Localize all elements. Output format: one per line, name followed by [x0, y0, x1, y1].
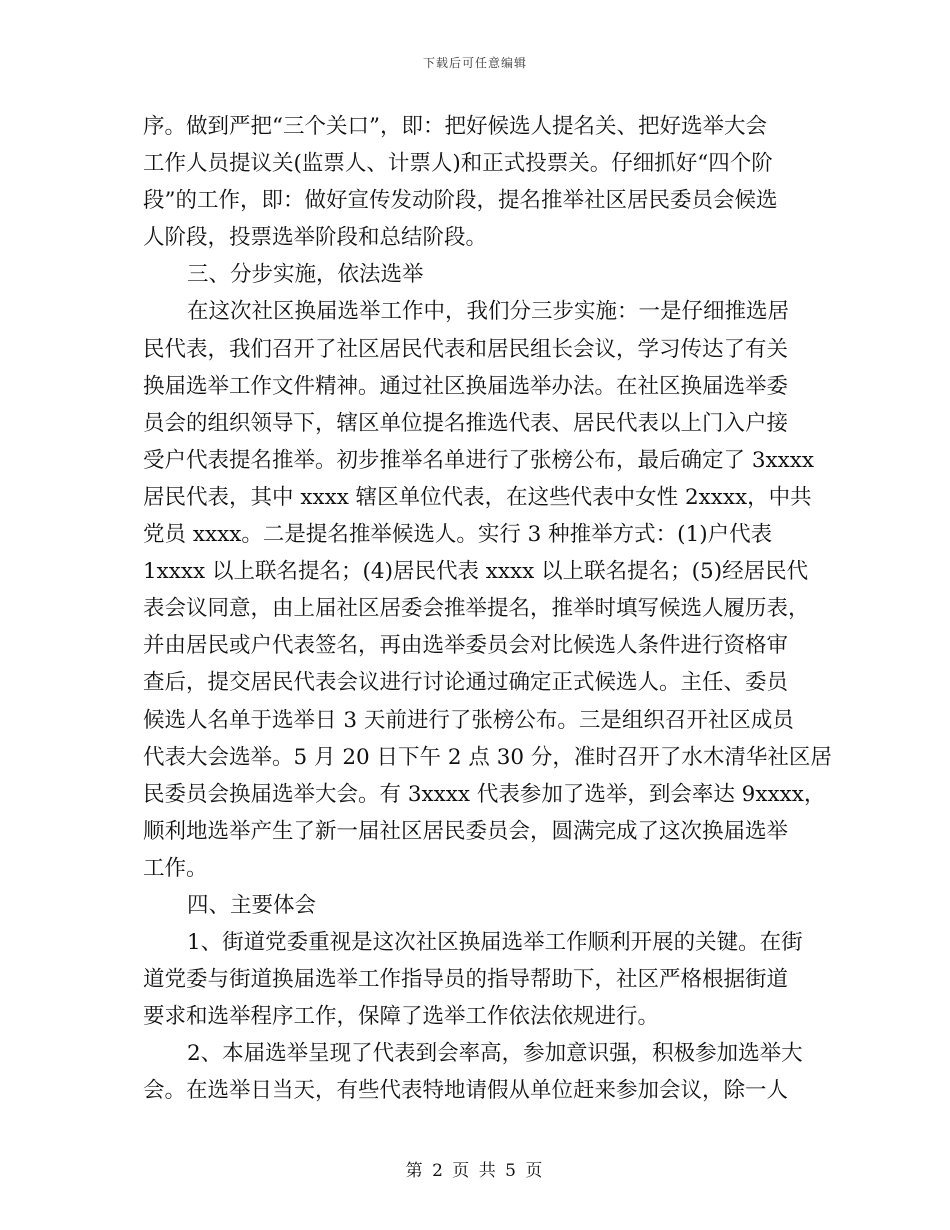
text-line: 1、街道党委重视是这次社区换届选举工作顺利开展的关键。在街	[187, 930, 803, 956]
text-line: 1xxxx 以上联名提名；(4)居民代表 xxxx 以上联名提名；(5)经居民代	[143, 559, 809, 585]
text-line: 表会议同意，由上届社区居委会推举提名，推举时填写候选人履历表，	[143, 596, 810, 622]
page-header-note: 下载后可任意编辑	[422, 56, 527, 70]
text-line: 候选人名单于选举日 3 天前进行了张榜公布。三是组织召开社区成员	[143, 707, 794, 733]
text-line: 人阶段，投票选举阶段和总结阶段。	[143, 225, 488, 251]
text-line: 顺利地选举产生了新一届社区居民委员会，圆满完成了这次换届选举	[143, 818, 789, 844]
page-number: 第 2 页 共 5 页	[405, 1161, 545, 1181]
document-body	[143, 108, 832, 1110]
text-line: 居民代表，其中 xxxx 辖区单位代表，在这些代表中女性 2xxxx，中共	[143, 484, 812, 510]
text-line: 换届选举工作文件精神。通过社区换届选举办法。在社区换届选举委	[143, 373, 789, 399]
text-line: 工作人员提议关(监票人、计票人)和正式投票关。仔细抓好“四个阶	[143, 151, 773, 177]
text-line: 代表大会选举。5 月 20 日下午 2 点 30 分，准时召开了水木清华社区居	[143, 744, 832, 770]
section-heading: 四、主要体会	[187, 892, 317, 918]
section-heading: 三、分步实施，依法选举	[187, 262, 424, 288]
text-line: 民代表，我们召开了社区居民代表和居民组长会议，学习传达了有关	[143, 336, 789, 362]
text-line: 2、本届选举呈现了代表到会率高，参加意识强，积极参加选举大	[187, 1041, 803, 1067]
text-line: 要求和选举程序工作，保障了选举工作依法依规进行。	[143, 1004, 660, 1030]
text-line: 工作。	[143, 855, 208, 881]
text-line: 查后，提交居民代表会议进行讨论通过确定正式候选人。主任、委员	[143, 670, 789, 696]
text-line: 在这次社区换届选举工作中，我们分三步实施：一是仔细推选居	[187, 299, 790, 325]
text-line: 序。做到严把“三个关口”，即：把好候选人提名关、把好选举大会	[143, 114, 767, 139]
text-line: 道党委与街道换届选举工作指导员的指导帮助下，社区严格根据街道	[143, 967, 789, 993]
text-line: 受户代表提名推举。初步推举名单进行了张榜公布，最后确定了 3xxxx	[143, 447, 815, 473]
text-line: 会。在选举日当天，有些代表特地请假从单位赶来参加会议，除一人	[143, 1078, 789, 1104]
text-line: 段”的工作，即：做好宣传发动阶段，提名推举社区居民委员会候选	[143, 188, 778, 214]
text-line: 员会的组织领导下，辖区单位提名推选代表、居民代表以上门入户接	[143, 410, 789, 436]
text-line: 并由居民或户代表签名，再由选举委员会对比候选人条件进行资格审	[143, 633, 789, 659]
text-line: 民委员会换届选举大会。有 3xxxx 代表参加了选举，到会率达 9xxxx，	[143, 781, 826, 807]
text-line: 党员 xxxx。二是提名推举候选人。实行 3 种推举方式：(1)户代表	[143, 522, 773, 548]
